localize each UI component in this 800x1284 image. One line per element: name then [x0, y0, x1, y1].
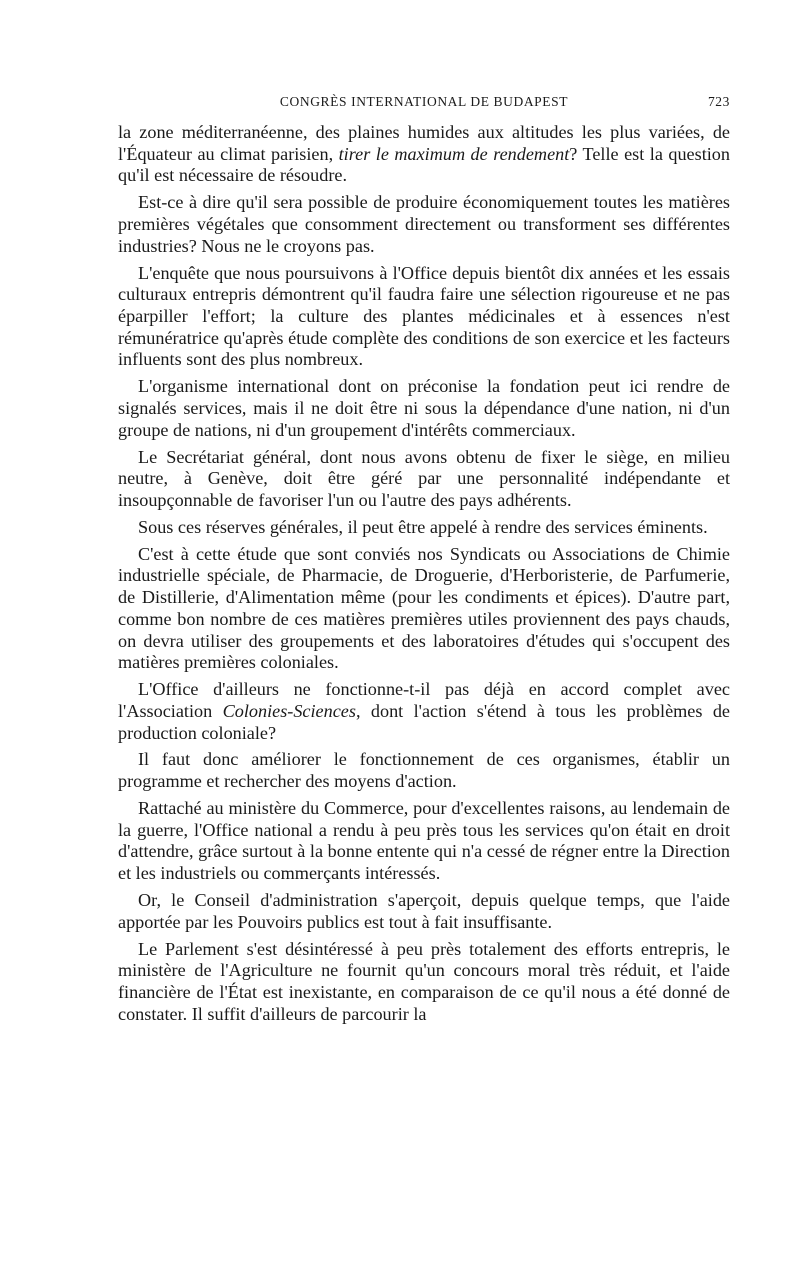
body-text — [118, 122, 730, 1031]
paragraph-8-text-a: L'Office d'ailleurs ne fonctionne-t-il pas déjà en accord complet avec l'Association — [118, 679, 730, 721]
paragraph-8 — [118, 679, 730, 744]
paragraph-9: Il faut donc améliorer le fonctionnement de ces organismes, établir un programme et rechercher des moyens d'action. — [118, 749, 730, 792]
paragraph-8-italic: Colonies-Sciences — [222, 700, 356, 721]
paragraph-12: Le Parlement s'est désintéressé à peu près totalement des efforts entrepris, le ministère de l'Agriculture ne fournit qu'un concours moral très réduit, et l'aide financière de l'État est inexistante, en comparaison de ce qu'il nous a été donné de constater. Il suffit d'ailleurs de parcourir la — [118, 938, 730, 1024]
paragraph-3: L'enquête que nous poursuivons à l'Office depuis bientôt dix années et les essais culturaux entrepris démontrent qu'il faudra faire une sélection rigoureuse et ne pas éparpiller l'effort; la culture des plantes médicinales et à essences n'est rémunératrice qu'après étude complète des conditions de son exercice et les facteurs influents sont des plus nombreux. — [118, 262, 730, 370]
paragraph-11: Or, le Conseil d'administration s'aperçoit, depuis quelque temps, que l'aide apportée par les Pouvoirs publics est tout à fait insuffisante. — [118, 890, 730, 932]
paragraph-7: C'est à cette étude que sont conviés nos Syndicats ou Associations de Chimie industrielle spéciale, de Pharmacie, de Droguerie, d'Herboristerie, de Parfumerie, de Distillerie, d'Alimentation même (pour les condiments et épices). D'autre part, comme bon nombre de ces matières premières utiles proviennent des pays chauds, on devra utiliser des groupements et des laboratoires d'études qui s'occupent des matières premières coloniales. — [118, 543, 730, 673]
paragraph-1-text-b: ? Telle est la question qu'il est nécessaire de résoudre. — [118, 143, 730, 186]
paragraph-1 — [118, 122, 730, 187]
paragraph-2: Est-ce à dire qu'il sera possible de produire économiquement toutes les matières premières végétales que consomment directement ou transforment ses différentes industries? Nous ne le croyons pas. — [118, 192, 730, 256]
running-title: CONGRÈS INTERNATIONAL DE BUDAPEST — [279, 94, 569, 109]
paragraph-1-italic: tirer le maximum de rendement — [338, 143, 570, 164]
paragraph-1-text-a: la zone méditerranéenne, des plaines humides aux altitudes les plus variées, de l'Équateur au climat parisien, — [118, 122, 730, 164]
paragraph-10: Rattaché au ministère du Commerce, pour d'excellentes raisons, au lendemain de la guerre, l'Office national a rendu à peu près tous les services qu'on était en droit d'attendre, grâce surtout à la bonne entente qui n'a cessé de régner entre la Direction et les industriels ou commerçants intéressés. — [118, 798, 730, 884]
paragraph-6: Sous ces réserves générales, il peut être appelé à rendre des services éminents. — [138, 516, 708, 537]
paragraph-4: L'organisme international dont on préconise la fondation peut ici rendre de signalés services, mais il ne doit être ni sous la dépendance d'une nation, ni d'un groupe de nations, ni d'un groupement d'intérêts commerciaux. — [118, 376, 730, 440]
paragraph-8-text-b: , dont l'action s'étend à tous les problèmes de production coloniale? — [118, 700, 730, 743]
running-head — [118, 94, 730, 114]
page-number: 723 — [707, 94, 730, 109]
paragraph-5: Le Secrétariat général, dont nous avons obtenu de fixer le siège, en milieu neutre, à Genève, doit être géré par une personnalité indépendante et insoupçonnable de favoriser l'un ou l'autre des pays adhérents. — [118, 446, 730, 510]
